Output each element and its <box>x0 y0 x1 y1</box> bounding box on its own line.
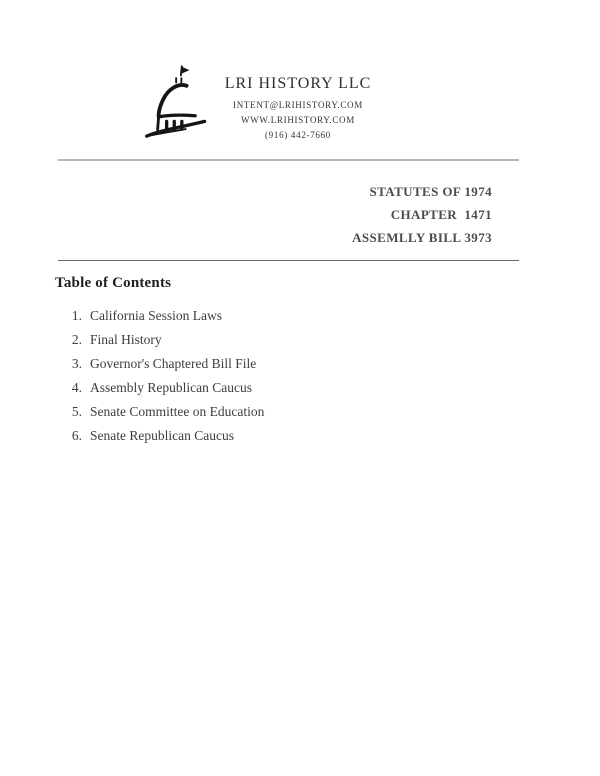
toc-item-label: Final History <box>90 332 162 347</box>
toc-list <box>68 309 264 453</box>
statutes-year-line: STATUTES OF 1974 <box>369 184 492 199</box>
company-website: WWW.LRIHISTORY.COM <box>241 115 355 125</box>
toc-item-label: California Session Laws <box>90 308 222 323</box>
statute-reference <box>352 180 492 249</box>
company-name: LRI HISTORY LLC <box>224 75 372 92</box>
divider-top <box>58 159 519 161</box>
company-phone: (916) 442-7660 <box>264 130 332 140</box>
toc-item <box>68 357 264 371</box>
toc-item-label: Senate Republican Caucus <box>90 428 234 443</box>
toc-item <box>68 333 264 347</box>
letterhead <box>184 74 412 143</box>
divider-middle <box>58 260 519 261</box>
toc-item-number: 6. <box>71 428 82 443</box>
company-email: INTENT@LRIHISTORY.COM <box>233 100 363 110</box>
assembly-bill-line: ASSEMLLY BILL 3973 <box>352 230 492 245</box>
toc-item-number: 5. <box>71 404 82 419</box>
toc-item-number: 4. <box>71 380 82 395</box>
toc-item-label: Governor's Chaptered Bill File <box>90 356 257 371</box>
chapter-line: CHAPTER 1471 <box>390 207 492 222</box>
toc-item <box>68 309 264 323</box>
toc-item-number: 3. <box>71 356 82 371</box>
toc-item-number: 2. <box>71 332 82 347</box>
toc-item <box>68 429 264 443</box>
toc-title: Table of Contents <box>55 275 172 291</box>
toc-item-label: Senate Committee on Education <box>90 404 265 419</box>
toc-item <box>68 405 264 419</box>
toc-item-number: 1. <box>71 308 82 323</box>
toc-item <box>68 381 264 395</box>
toc-item-label: Assembly Republican Caucus <box>90 380 252 395</box>
